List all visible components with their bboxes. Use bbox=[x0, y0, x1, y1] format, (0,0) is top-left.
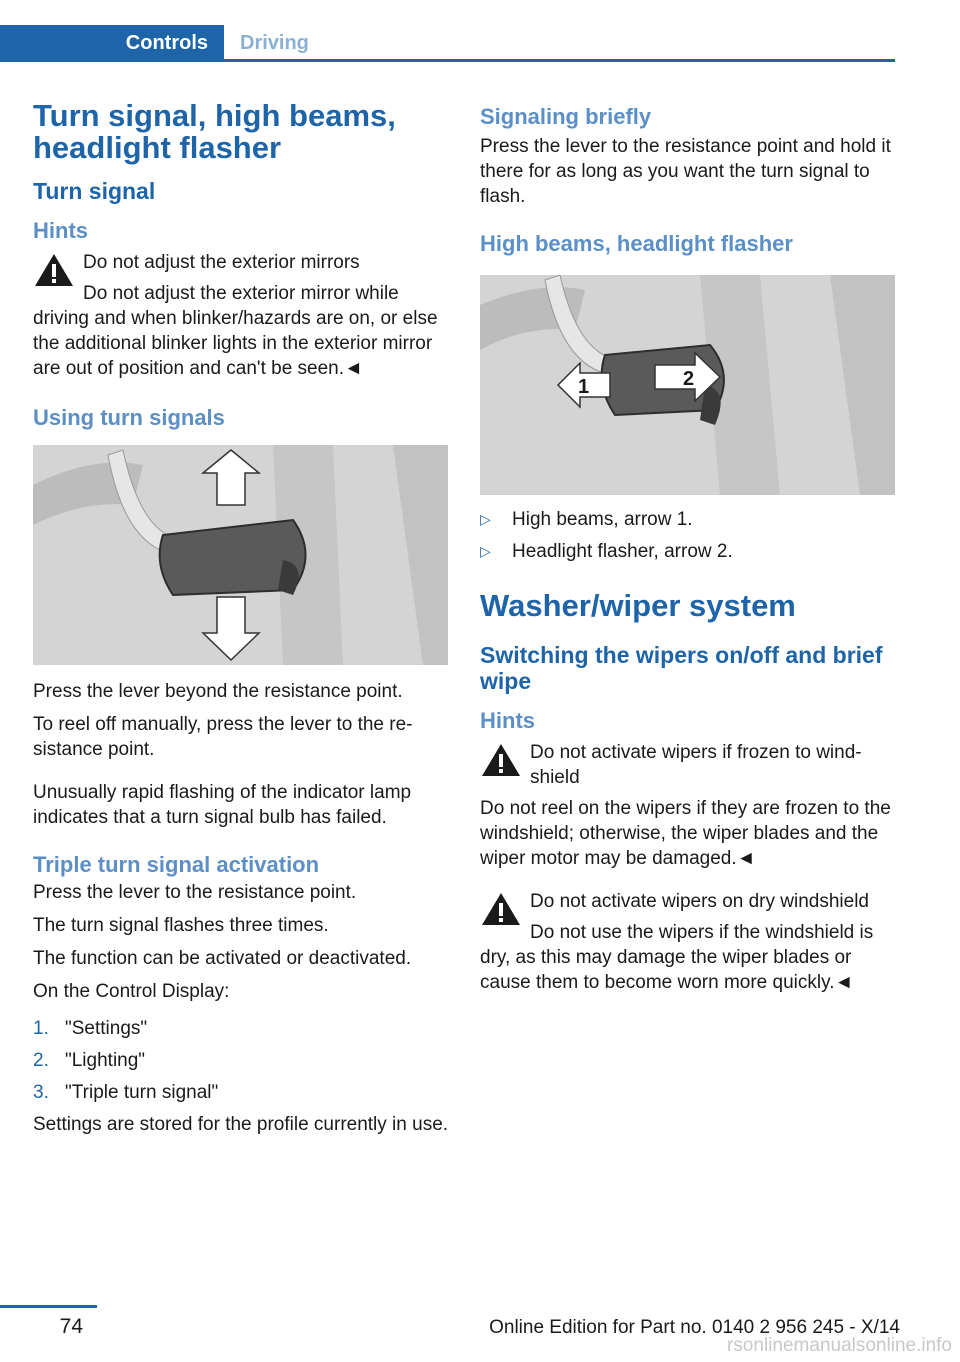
text-flashes-three: The turn signal flashes three times. bbox=[33, 915, 329, 936]
triple-turn-signal-heading: Triple turn signal activation bbox=[33, 852, 320, 877]
watermark: rsonlinemanualsonline.info bbox=[727, 1335, 952, 1356]
warning-title: Do not activate wipers on dry windshield bbox=[530, 891, 870, 912]
warning-dry bbox=[480, 889, 896, 995]
tab-driving[interactable]: Driving bbox=[240, 32, 309, 54]
text-control-display: On the Control Display: bbox=[33, 981, 230, 1002]
using-turn-signals-heading: Using turn signals bbox=[33, 405, 225, 430]
washer-wiper-title: Washer/wiper system bbox=[480, 588, 796, 623]
signaling-briefly-heading: Signaling briefly bbox=[480, 104, 652, 129]
arrow-label-1: 1 bbox=[578, 376, 590, 398]
high-beams-illustration bbox=[480, 275, 895, 495]
footer-rule bbox=[0, 1305, 97, 1308]
turn-signal-lever-figure bbox=[33, 445, 448, 665]
lever-illustration bbox=[33, 445, 448, 665]
subsection-turn-signal: Turn signal bbox=[33, 178, 156, 204]
right-column bbox=[480, 104, 896, 1003]
edition-text: Online Edition for Part no. 0140 2 956 245 - X/14 bbox=[489, 1317, 900, 1338]
warning-body: Do not reel on the wipers if they are frozen to the windshield; otherwise, the wiper blades and the wiper motor may be damaged.◄ bbox=[480, 798, 891, 869]
left-column bbox=[33, 100, 449, 1145]
list-item: 1. "Settings" bbox=[33, 1018, 148, 1039]
list-item: ▷ Headlight flasher, arrow 2. bbox=[480, 541, 733, 562]
settings-steps bbox=[33, 1016, 449, 1105]
chapter-header bbox=[0, 25, 895, 62]
text-settings-stored: Settings are stored for the profile currently in use. bbox=[33, 1114, 449, 1135]
warning-body: Do not use the wipers if the windshield is dry, as this may damage the wiper blades or cause them to become worn more quickly.◄ bbox=[480, 922, 874, 993]
list-item: ▷ High beams, arrow 1. bbox=[480, 509, 693, 530]
warning-title: Do not activate wipers if frozen to wind-shield bbox=[530, 742, 862, 788]
header-rule bbox=[0, 59, 895, 62]
text-reel-off: To reel off manually, press the lever to the re-sistance point. bbox=[33, 714, 413, 760]
list-item: 3. "Triple turn signal" bbox=[33, 1082, 219, 1103]
list-item: 2. "Lighting" bbox=[33, 1050, 146, 1071]
text-rapid-flashing: Unusually rapid flashing of the indicator lamp indicates that a turn signal bulb has failed. bbox=[33, 782, 412, 828]
high-beams-heading: High beams, headlight flasher bbox=[480, 231, 793, 256]
warning-mirrors bbox=[33, 250, 449, 381]
warning-triangle-icon bbox=[480, 891, 522, 927]
text-activate-deactivate: The function can be activated or deactivated. bbox=[33, 948, 412, 969]
warning-triangle-icon bbox=[33, 252, 75, 288]
hints-heading: Hints bbox=[33, 218, 88, 243]
text-signaling-briefly: Press the lever to the resistance point and hold it there for as long as you want the turn signal to flash. bbox=[480, 136, 891, 207]
text-press-lever: Press the lever beyond the resistance point. bbox=[33, 681, 403, 702]
warning-frozen bbox=[480, 740, 896, 871]
section-title: Turn signal, high beams, headlight flasher bbox=[33, 98, 396, 165]
tab-controls[interactable]: Controls bbox=[0, 25, 224, 62]
text-resistance-point: Press the lever to the resistance point. bbox=[33, 882, 357, 903]
high-beams-list bbox=[480, 507, 896, 564]
page-number: 74 bbox=[59, 1315, 83, 1338]
switching-wipers-heading: Switching the wipers on/off and brief wipe bbox=[480, 642, 883, 694]
hints-heading-2: Hints bbox=[480, 708, 535, 733]
bullet-arrow-icon: ▷ bbox=[480, 543, 491, 559]
arrow-label-2: 2 bbox=[683, 368, 695, 390]
warning-body: Do not adjust the exterior mirror while driving and when blinker/hazards are on, or else the additional blinker lights in the exterior mirror are out of position and can't be seen.◄ bbox=[33, 283, 438, 379]
warning-title: Do not adjust the exterior mirrors bbox=[83, 252, 360, 273]
warning-triangle-icon bbox=[480, 742, 522, 778]
high-beams-figure bbox=[480, 275, 895, 495]
bullet-arrow-icon: ▷ bbox=[480, 511, 491, 527]
